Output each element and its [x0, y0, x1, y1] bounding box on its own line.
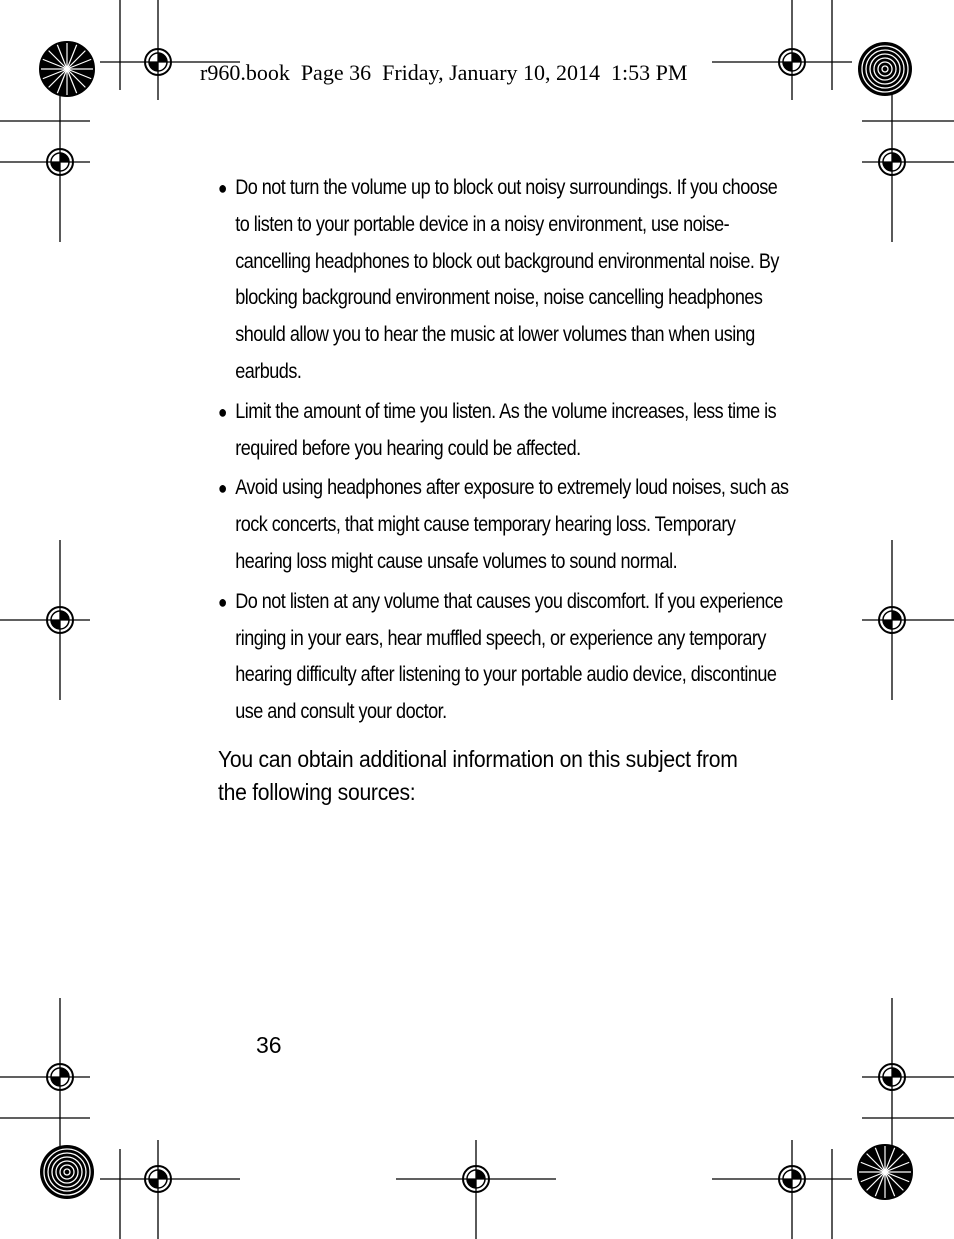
bullet-icon: ● — [218, 478, 227, 499]
print-slug-header: r960.book Page 36 Friday, January 10, 2014 1:53 PM — [200, 60, 688, 85]
list-item-text: Do not turn the volume up to block out noisy surroundings. If you choose to listen to your portable device in a noisy environment, use noise-cancelling headphones to block out background environmental noise. By blocking background environment noise, noise cancelling headphones should allow you to hear the music at lower volumes than when using earbuds. — [235, 176, 779, 383]
list-item-text: Do not listen at any volume that causes you discomfort. If you experience ringing in your ears, hear muffled speech, or experience any temporary hearing difficulty after listening to your portable audio device, discontinue use and consult your doctor. — [235, 589, 783, 724]
page-number: 36 — [256, 1032, 282, 1058]
list-item — [218, 470, 790, 580]
list-item — [218, 170, 790, 391]
list-item — [218, 584, 790, 731]
bullet-icon: ● — [218, 591, 227, 612]
list-item — [218, 394, 790, 468]
list-item-text: Limit the amount of time you listen. As the volume increases, less time is required before you hearing could be affected. — [235, 399, 777, 460]
bullet-icon: ● — [218, 178, 227, 198]
main-content — [218, 170, 789, 832]
safety-bullet-list — [218, 170, 789, 731]
closing-paragraph: You can obtain additional information on this subject from the following sources: — [218, 745, 738, 805]
bullet-icon: ● — [218, 401, 227, 422]
list-item-text: Avoid using headphones after exposure to extremely loud noises, such as rock concerts, that might cause temporary hearing loss. Temporary hearing loss might cause unsafe volumes to sound normal. — [235, 476, 789, 573]
